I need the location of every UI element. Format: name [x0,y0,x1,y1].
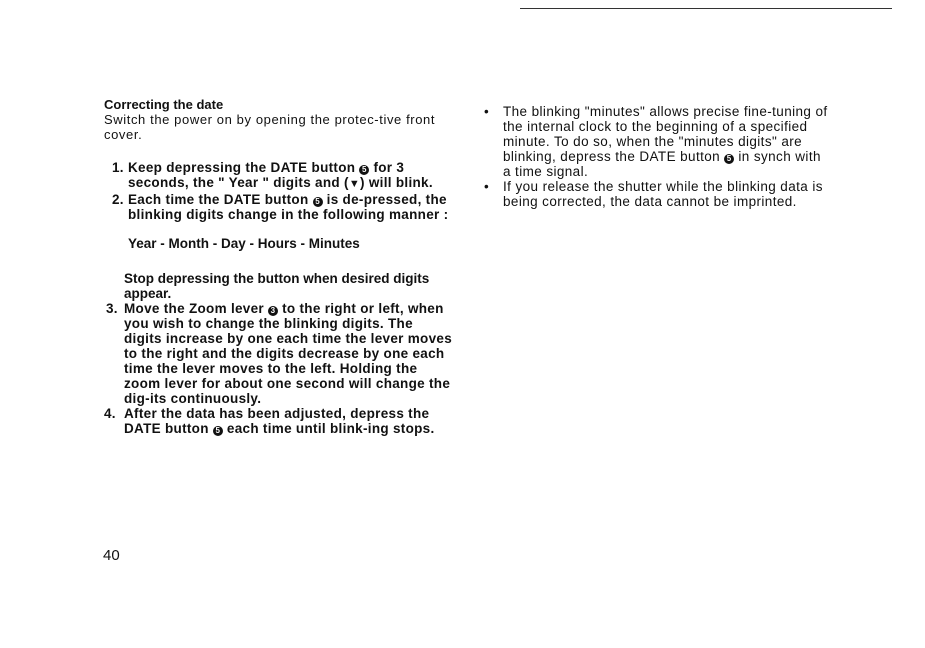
step-text: Move the Zoom lever [124,301,264,316]
note-1 [484,104,829,179]
date-button-marker-icon: 5 [313,197,323,207]
page-number: 40 [103,547,120,564]
step-text: is de-pressed, the blinking digits change in the following manner : [128,192,449,222]
step-number: 2. [112,192,124,207]
step-number: 4. [104,406,116,421]
stop-text: Stop depressing the button when desired digits appear. [124,271,430,301]
intro-text: Switch the power on by opening the protec-tive front cover. [104,112,436,142]
step-3 [104,301,454,406]
step-4 [104,406,454,436]
step-text: each time until blink-ing stops. [226,421,435,436]
date-button-marker-icon: 5 [359,165,369,175]
bullet-icon: • [484,104,490,119]
note-2 [484,179,829,209]
step-text: for 3 seconds, the " Year " digits and ( [128,160,405,190]
step-number: 1. [112,160,124,175]
step-text: After the data has been adjusted, depress the DATE button [124,406,430,436]
left-column [104,97,454,436]
date-button-marker-icon: 5 [213,426,223,436]
triangle-icon: ▼ [348,178,360,190]
step-text: ) will blink. [360,175,433,190]
step-1 [104,160,454,192]
step-number: 3. [106,301,118,316]
step-text: Keep depressing the DATE button [128,160,356,175]
date-button-marker-icon: 5 [724,154,734,164]
note-text: The blinking "minutes" allows precise fine-tuning of the internal clock to the beginning of a specified minute. To do so, when the "minutes digits" are blinking, depress the DATE button [503,104,828,164]
right-column [484,104,829,209]
section-heading: Correcting the date [104,97,224,112]
step-text: Each time the DATE button [128,192,309,207]
zoom-lever-marker-icon: 3 [268,306,278,316]
note-text: If you release the shutter while the blinking data is being corrected, the data cannot be imprinted. [503,179,823,209]
step-text: to the right or left, when you wish to change the blinking digits. The digits increase by one each time the lever moves to the right and the digits decrease by one each time the lever moves to the left. Holding the zoom lever for about one second will change the dig-its continuously. [124,301,453,406]
note-text: in synch with a time signal. [503,149,821,179]
sequence-text: Year - Month - Day - Hours - Minutes [128,236,360,251]
top-rule [520,8,892,9]
step-2 [104,192,454,222]
bullet-icon: • [484,179,490,194]
